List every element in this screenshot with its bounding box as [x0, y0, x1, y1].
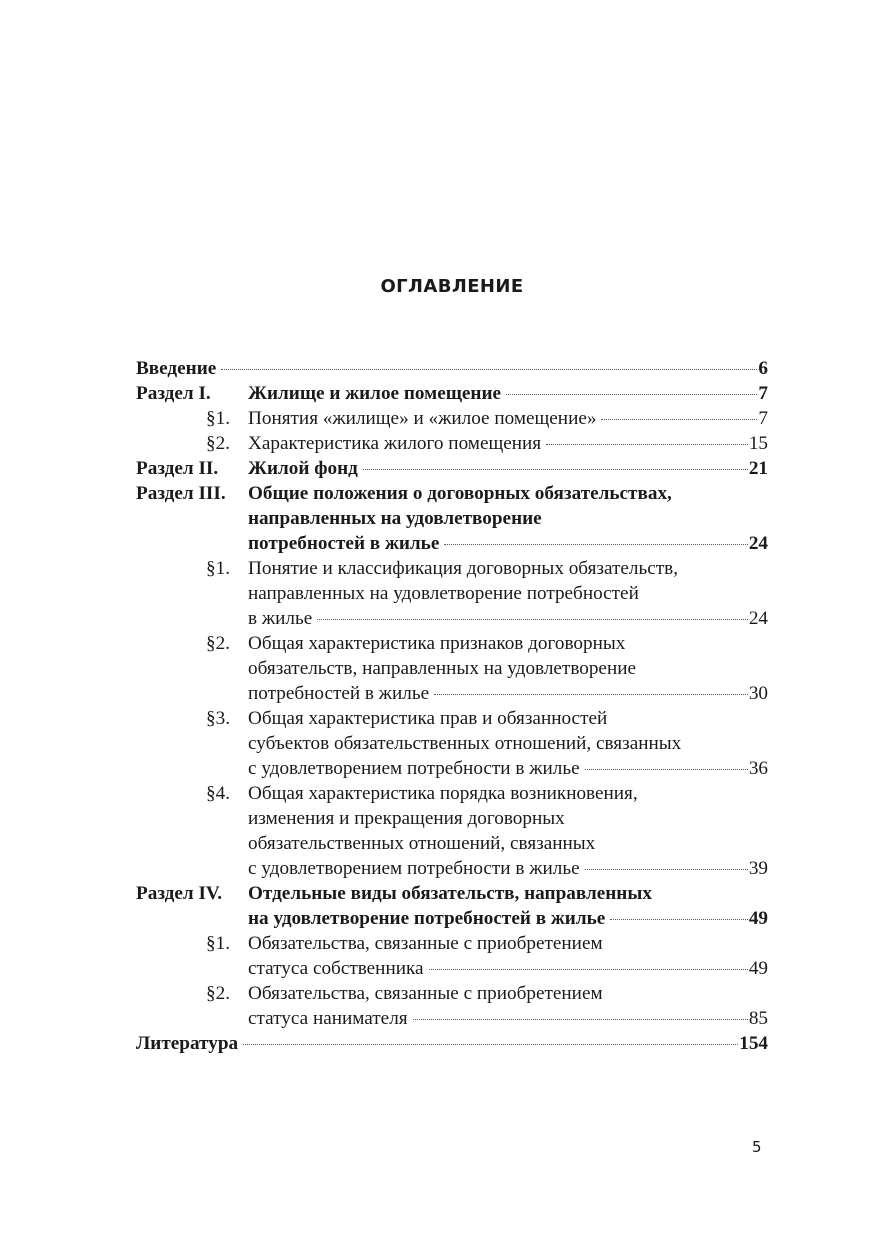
dot-leader: [610, 919, 748, 920]
toc-entry-label: Раздел I.: [136, 383, 211, 404]
toc-entry-label: Раздел III.: [136, 483, 226, 504]
toc-entry-last-line: [248, 381, 768, 406]
toc-entry-text: Общая характеристика прав и обязанностей: [248, 708, 608, 729]
toc-entry-text: статуса нанимателя: [248, 1008, 408, 1029]
toc-entry-last-line: [248, 456, 768, 481]
dot-leader: [363, 469, 748, 470]
toc-entry-page: 49: [748, 958, 768, 979]
toc-entry-text: обязательственных отношений, связанных: [248, 833, 596, 854]
toc-entry-text: Общие положения о договорных обязательствах,: [248, 483, 672, 504]
toc-entry-text: Обязательства, связанные с приобретением: [248, 983, 603, 1004]
toc-entry-page: 36: [748, 758, 768, 779]
page-title: ОГЛАВЛЕНИЕ: [380, 276, 524, 297]
toc-entry-page: 39: [748, 858, 768, 879]
table-of-contents: [136, 356, 768, 1056]
dot-leader: [429, 969, 748, 970]
dot-leader: [434, 694, 748, 695]
toc-entry-last-line: [248, 406, 768, 431]
toc-entry-text: Обязательства, связанные с приобретением: [248, 933, 603, 954]
toc-entry[interactable]: [136, 431, 768, 456]
dot-leader: [317, 619, 748, 620]
dot-leader: [221, 369, 757, 370]
toc-entry-text: Жилище и жилое помещение: [248, 383, 502, 404]
toc-entry-body: [248, 431, 768, 456]
toc-entry[interactable]: [136, 931, 768, 981]
toc-entry[interactable]: [136, 1031, 768, 1056]
toc-entry-page: 6: [758, 358, 768, 379]
dot-leader: [546, 444, 748, 445]
toc-entry-label: §2.: [206, 433, 230, 454]
toc-entry-text: направленных на удовлетворение потребностей: [248, 583, 639, 604]
toc-entry-label: §2.: [206, 633, 230, 654]
toc-entry-text: изменения и прекращения договорных: [248, 808, 565, 829]
toc-entry[interactable]: [136, 706, 768, 781]
toc-entry-text: Введение: [136, 358, 217, 379]
toc-entry-last-line: [248, 431, 768, 456]
toc-entry-label: Раздел II.: [136, 458, 219, 479]
toc-entry-page: 85: [748, 1008, 768, 1029]
toc-entry-page: 7: [758, 408, 768, 429]
page-number: 5: [752, 1138, 762, 1156]
toc-entry-page: 24: [748, 608, 768, 629]
toc-entry-last-line: [136, 1031, 768, 1056]
toc-entry-body: [248, 381, 768, 406]
toc-entry-text: потребностей в жилье: [248, 533, 440, 554]
toc-entry-page: 15: [748, 433, 768, 454]
toc-entry-text: Жилой фонд: [248, 458, 358, 479]
toc-entry-last-line: [248, 531, 768, 556]
toc-entry-page: 21: [748, 458, 768, 479]
toc-entry-text: в жилье: [248, 608, 313, 629]
toc-entry-label: §1.: [206, 558, 230, 579]
toc-entry[interactable]: [136, 456, 768, 481]
dot-leader: [243, 1044, 738, 1045]
toc-entry-last-line: [248, 606, 768, 631]
toc-entry-text: направленных на удовлетворение: [248, 508, 542, 529]
toc-entry-text: потребностей в жилье: [248, 683, 430, 704]
toc-entry-text: Общая характеристика порядка возникновения,: [248, 783, 638, 804]
toc-entry-page: 154: [739, 1033, 768, 1054]
toc-entry-text: субъектов обязательственных отношений, связанных: [248, 733, 682, 754]
toc-entry[interactable]: [136, 631, 768, 706]
toc-entry-body: [248, 481, 768, 556]
dot-leader: [444, 544, 747, 545]
toc-entry-last-line: [248, 856, 768, 881]
toc-entry-body: [136, 356, 768, 381]
toc-entry-body: [136, 1031, 768, 1056]
toc-entry-label: §1.: [206, 933, 230, 954]
toc-entry-last-line: [248, 906, 768, 931]
dot-leader: [585, 869, 748, 870]
toc-entry[interactable]: [136, 556, 768, 631]
dot-leader: [585, 769, 748, 770]
toc-entry-text: с удовлетворением потребности в жилье: [248, 758, 580, 779]
toc-entry-body: [248, 631, 768, 706]
dot-leader: [506, 394, 757, 395]
dot-leader: [601, 419, 757, 420]
toc-entry-text: Общая характеристика признаков договорных: [248, 633, 626, 654]
toc-entry-text: статуса собственника: [248, 958, 424, 979]
toc-entry[interactable]: [136, 356, 768, 381]
toc-entry[interactable]: [136, 781, 768, 881]
toc-entry[interactable]: [136, 981, 768, 1031]
toc-entry-label: §4.: [206, 783, 230, 804]
toc-entry-text: Отдельные виды обязательств, направленных: [248, 883, 652, 904]
toc-entry[interactable]: [136, 481, 768, 556]
toc-entry-text: Понятие и классификация договорных обязательств,: [248, 558, 678, 579]
toc-entry-body: [248, 406, 768, 431]
toc-entry-page: 30: [748, 683, 768, 704]
toc-entry-text: обязательств, направленных на удовлетворение: [248, 658, 637, 679]
toc-entry-page: 7: [758, 383, 768, 404]
toc-entry-body: [248, 456, 768, 481]
toc-entry-page: 24: [748, 533, 768, 554]
toc-entry-text: на удовлетворение потребностей в жилье: [248, 908, 606, 929]
toc-entry-label: §2.: [206, 983, 230, 1004]
toc-entry-body: [248, 556, 768, 631]
toc-entry-last-line: [248, 956, 768, 981]
toc-entry[interactable]: [136, 381, 768, 406]
toc-entry-body: [248, 706, 768, 781]
toc-entry-text: Литература: [136, 1033, 239, 1054]
toc-entry-last-line: [248, 681, 768, 706]
toc-entry-text: Понятия «жилище» и «жилое помещение»: [248, 408, 597, 429]
toc-entry-text: Характеристика жилого помещения: [248, 433, 542, 454]
toc-entry-body: [248, 881, 768, 931]
toc-entry[interactable]: [136, 406, 768, 431]
toc-entry-body: [248, 931, 768, 981]
toc-entry-label: §1.: [206, 408, 230, 429]
toc-entry-last-line: [248, 756, 768, 781]
toc-entry-last-line: [136, 356, 768, 381]
toc-entry-page: 49: [748, 908, 768, 929]
toc-entry-last-line: [248, 1006, 768, 1031]
toc-entry-label: Раздел IV.: [136, 883, 223, 904]
dot-leader: [413, 1019, 748, 1020]
toc-entry[interactable]: [136, 881, 768, 931]
toc-entry-body: [248, 981, 768, 1031]
toc-entry-body: [248, 781, 768, 881]
toc-entry-label: §3.: [206, 708, 230, 729]
toc-entry-text: с удовлетворением потребности в жилье: [248, 858, 580, 879]
